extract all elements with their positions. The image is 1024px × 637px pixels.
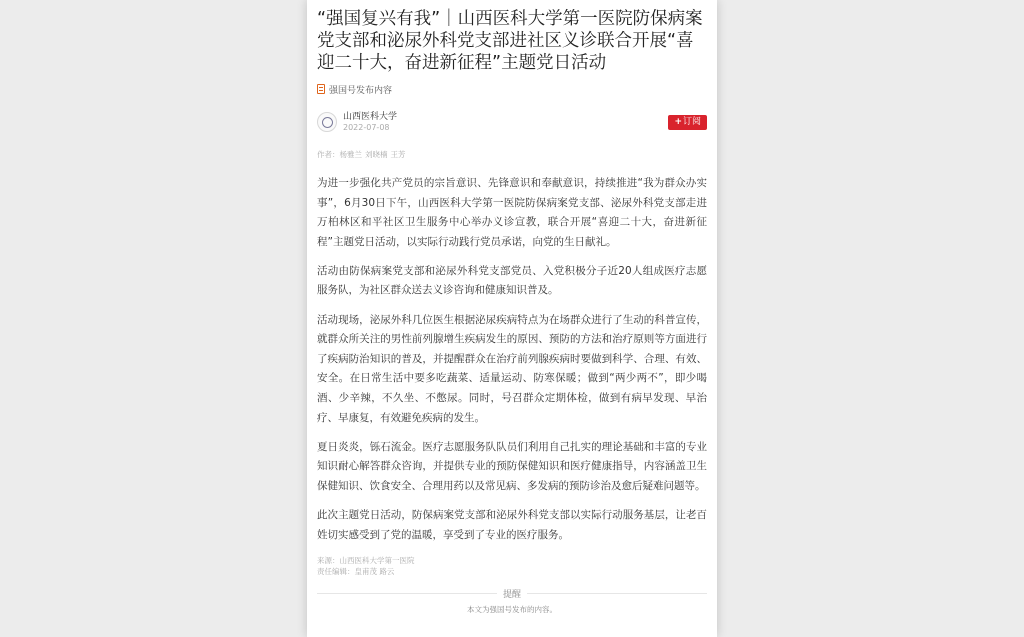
byline-author: 刘晓楠 — [365, 150, 388, 159]
article-page — [307, 0, 717, 637]
publisher-tag-label: 强国号发布内容 — [329, 85, 393, 96]
university-seal-icon — [322, 117, 333, 128]
article-body — [317, 174, 707, 545]
paragraph: 此次主题党日活动，防保病案党支部和泌尿外科党支部以实际行动服务基层，让老百姓切实感受到了党的温暖，享受到了专业的医疗服务。 — [317, 508, 707, 541]
source-info — [317, 555, 707, 577]
author-row — [317, 109, 707, 135]
author-meta — [343, 112, 668, 133]
byline — [317, 149, 707, 160]
plus-icon: + — [674, 116, 682, 127]
source-line: 来源：山西医科大学第一医院 — [317, 556, 415, 566]
byline-author: 王芳 — [390, 150, 406, 159]
document-icon — [317, 84, 325, 94]
article-title: “强国复兴有我”｜山西医科大学第一医院防保病案党支部和泌尿外科党支部进社区义诊联合开展“喜迎二十大，奋进新征程”主题党日活动 — [317, 9, 703, 73]
paragraph: 为进一步强化共产党员的宗旨意识、先锋意识和奉献意识，持续推进“我为群众办实事”，6月30日下午，山西医科大学第一医院防保病案党支部、泌尿外科党支部走进万柏林区和平社区卫生服务中心举办义诊宣教，联合开展“喜迎二十大，奋进新征程”主题党日活动，以实际行动践行党员承诺，向党的生日献礼。 — [317, 177, 707, 248]
byline-label: 作者： — [317, 150, 340, 159]
editor-line: 责任编辑：皇甫茂 路云 — [317, 567, 395, 577]
subscribe-button[interactable] — [668, 115, 707, 130]
paragraph: 活动由防保病案党支部和泌尿外科党支部党员、入党积极分子近20人组成医疗志愿服务队，为社区群众送去义诊咨询和健康知识普及。 — [317, 264, 707, 297]
subscribe-label: 订阅 — [682, 116, 701, 127]
publisher-tag — [317, 83, 707, 95]
divider-line — [527, 593, 707, 594]
reminder-divider — [317, 587, 707, 600]
avatar[interactable] — [317, 112, 337, 132]
notice-text: 本文为强国号发布的内容。 — [467, 605, 557, 615]
publish-date: 2022-07-08 — [343, 122, 390, 132]
author-name[interactable]: 山西医科大学 — [343, 111, 398, 122]
paragraph: 活动现场，泌尿外科几位医生根据泌尿疾病特点为在场群众进行了生动的科普宣传，就群众所关注的男性前列腺增生疾病发生的原因、预防的方法和治疗原则等方面进行了疾病防治知识的普及，并提醒群众在治疗前列腺疾病时要做到科学、合理、有效、安全。在日常生活中要多吃蔬菜、适量运动、防寒保暖；做到“两少两不”，即少喝酒、少辛辣，不久坐、不憋尿。同时，号召群众定期体检，做到有病早发现、早治疗、早康复，有效避免疾病的发生。 — [317, 313, 707, 424]
divider-line — [317, 593, 497, 594]
byline-author: 杨雅兰 — [339, 150, 362, 159]
reminder-label: 提醒 — [503, 590, 522, 601]
paragraph: 夏日炎炎，铄石流金。医疗志愿服务队队员们利用自己扎实的理论基础和丰富的专业知识耐心解答群众咨询，并提供专业的预防保健知识和医疗健康指导，内容涵盖卫生保健知识、饮食安全、合理用药以及常见病、多发病的预防诊治及愈后疑难问题等。 — [317, 440, 707, 492]
